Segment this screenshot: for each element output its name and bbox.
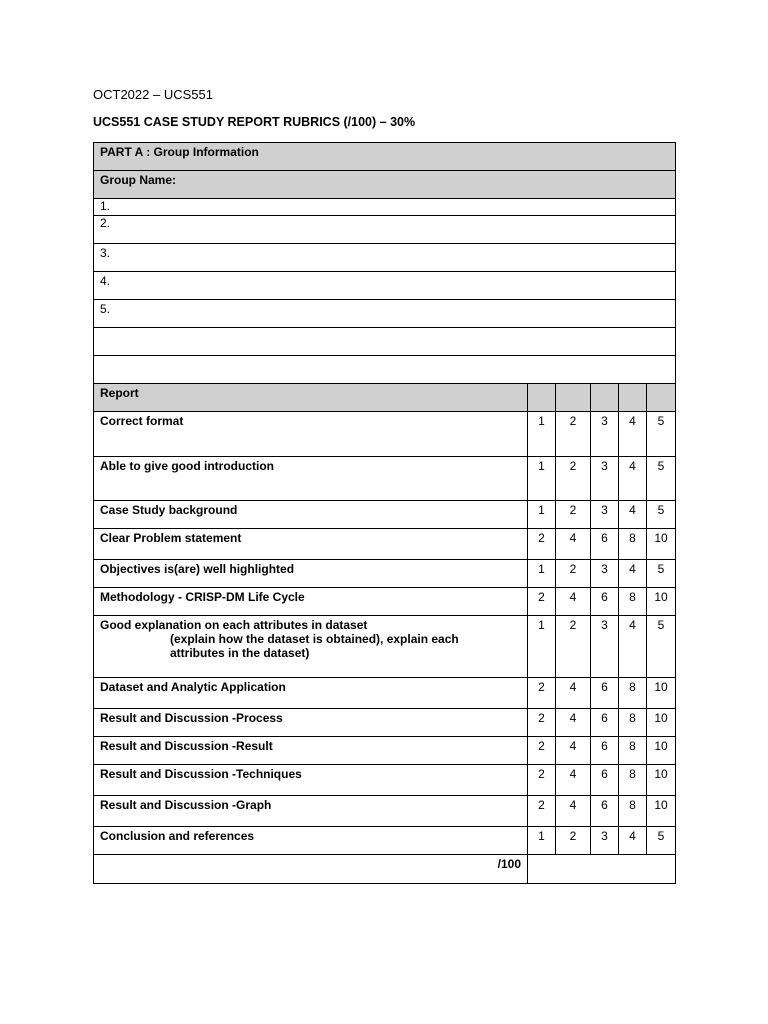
score-option[interactable]: 1 [528, 827, 556, 855]
score-option[interactable]: 4 [619, 412, 647, 457]
criterion-label: Result and Discussion -Process [94, 709, 528, 737]
member-field[interactable]: 3. [94, 244, 676, 272]
member-row [94, 244, 676, 272]
score-option[interactable]: 10 [647, 737, 676, 765]
score-option[interactable]: 2 [556, 560, 591, 588]
score-header-cell [619, 384, 647, 412]
criterion-label: Result and Discussion -Result [94, 737, 528, 765]
score-option[interactable]: 4 [619, 501, 647, 529]
score-option[interactable]: 10 [647, 796, 676, 827]
criterion-row [94, 588, 676, 616]
criterion-label: Correct format [94, 412, 528, 457]
member-field[interactable]: 2. [94, 216, 676, 244]
score-option[interactable]: 3 [591, 412, 619, 457]
score-option[interactable]: 4 [556, 765, 591, 796]
criterion-label: Result and Discussion -Graph [94, 796, 528, 827]
criterion-label [94, 616, 528, 678]
criterion-row [94, 616, 676, 678]
score-option[interactable]: 10 [647, 529, 676, 560]
member-field[interactable]: 4. [94, 272, 676, 300]
criterion-label-detail: (explain how the dataset is obtained), explain each [170, 632, 459, 646]
score-header-cell [556, 384, 591, 412]
score-option[interactable]: 2 [528, 709, 556, 737]
score-option[interactable]: 5 [647, 501, 676, 529]
score-option[interactable]: 5 [647, 827, 676, 855]
document-code: OCT2022 – UCS551 [93, 87, 213, 102]
member-row [94, 300, 676, 328]
score-option[interactable]: 10 [647, 678, 676, 709]
score-option[interactable]: 4 [556, 737, 591, 765]
score-option[interactable]: 6 [591, 588, 619, 616]
score-option[interactable]: 4 [556, 709, 591, 737]
score-option[interactable]: 6 [591, 709, 619, 737]
group-name-label: Group Name: [94, 171, 676, 199]
score-option[interactable]: 5 [647, 616, 676, 678]
score-option[interactable]: 4 [556, 529, 591, 560]
score-option[interactable]: 8 [619, 796, 647, 827]
member-field[interactable] [94, 328, 676, 356]
score-option[interactable]: 8 [619, 737, 647, 765]
score-option[interactable]: 6 [591, 765, 619, 796]
criterion-row [94, 457, 676, 501]
member-row [94, 272, 676, 300]
score-option[interactable]: 2 [556, 827, 591, 855]
score-option[interactable]: 4 [556, 588, 591, 616]
member-field[interactable] [94, 356, 676, 384]
total-score-field[interactable] [528, 855, 676, 884]
score-option[interactable]: 3 [591, 827, 619, 855]
criterion-label-detail: attributes in the dataset) [170, 646, 310, 660]
score-option[interactable]: 1 [528, 412, 556, 457]
member-field[interactable]: 5. [94, 300, 676, 328]
score-option[interactable]: 6 [591, 737, 619, 765]
criterion-label: Conclusion and references [94, 827, 528, 855]
score-option[interactable]: 2 [556, 501, 591, 529]
criterion-row [94, 796, 676, 827]
score-option[interactable]: 10 [647, 588, 676, 616]
score-option[interactable]: 6 [591, 796, 619, 827]
document-title: UCS551 CASE STUDY REPORT RUBRICS (/100) – 30% [93, 115, 416, 129]
score-option[interactable]: 1 [528, 616, 556, 678]
criterion-row [94, 737, 676, 765]
score-option[interactable]: 4 [556, 796, 591, 827]
criterion-row [94, 827, 676, 855]
total-label: /100 [94, 855, 528, 884]
criterion-row [94, 765, 676, 796]
score-option[interactable]: 6 [591, 529, 619, 560]
score-option[interactable]: 4 [619, 457, 647, 501]
group-name-row [94, 171, 676, 199]
member-row [94, 216, 676, 244]
score-option[interactable]: 10 [647, 709, 676, 737]
score-option[interactable]: 2 [528, 737, 556, 765]
score-option[interactable]: 8 [619, 765, 647, 796]
criterion-label-main: Good explanation on each attributes in dataset [100, 618, 368, 632]
score-option[interactable]: 4 [619, 560, 647, 588]
criterion-row [94, 529, 676, 560]
criterion-row [94, 560, 676, 588]
score-option[interactable]: 2 [528, 796, 556, 827]
score-option[interactable]: 2 [528, 765, 556, 796]
criterion-label: Result and Discussion -Techniques [94, 765, 528, 796]
score-header-cell [528, 384, 556, 412]
score-option[interactable]: 2 [556, 616, 591, 678]
part-a-title: PART A : Group Information [94, 143, 676, 171]
score-option[interactable]: 3 [591, 560, 619, 588]
score-option[interactable]: 3 [591, 501, 619, 529]
score-option[interactable]: 10 [647, 765, 676, 796]
criterion-label: Objectives is(are) well highlighted [94, 560, 528, 588]
member-row [94, 328, 676, 356]
part-a-header-row [94, 143, 676, 171]
report-title: Report [94, 384, 528, 412]
member-field[interactable]: 1. [94, 199, 676, 216]
score-option[interactable]: 5 [647, 560, 676, 588]
score-option[interactable]: 4 [619, 827, 647, 855]
score-header-cell [647, 384, 676, 412]
criterion-label: Case Study background [94, 501, 528, 529]
criterion-row [94, 678, 676, 709]
report-header-row [94, 384, 676, 412]
score-header-cell [591, 384, 619, 412]
score-option[interactable]: 8 [619, 678, 647, 709]
score-option[interactable]: 1 [528, 560, 556, 588]
score-option[interactable]: 8 [619, 588, 647, 616]
score-option[interactable]: 1 [528, 501, 556, 529]
score-option[interactable]: 5 [647, 457, 676, 501]
score-option[interactable]: 3 [591, 457, 619, 501]
score-option[interactable]: 4 [556, 678, 591, 709]
member-row [94, 356, 676, 384]
rubric-table [93, 142, 676, 884]
criterion-label: Able to give good introduction [94, 457, 528, 501]
criterion-label: Methodology - CRISP-DM Life Cycle [94, 588, 528, 616]
score-option[interactable]: 3 [591, 616, 619, 678]
score-option[interactable]: 8 [619, 709, 647, 737]
score-option[interactable]: 2 [528, 529, 556, 560]
criterion-label: Clear Problem statement [94, 529, 528, 560]
criterion-row [94, 501, 676, 529]
member-row [94, 199, 676, 216]
score-option[interactable]: 2 [556, 412, 591, 457]
score-option[interactable]: 2 [528, 588, 556, 616]
score-option[interactable]: 6 [591, 678, 619, 709]
criterion-row [94, 412, 676, 457]
score-option[interactable]: 4 [619, 616, 647, 678]
total-row [94, 855, 676, 884]
score-option[interactable]: 8 [619, 529, 647, 560]
criterion-row [94, 709, 676, 737]
score-option[interactable]: 2 [528, 678, 556, 709]
score-option[interactable]: 2 [556, 457, 591, 501]
score-option[interactable]: 1 [528, 457, 556, 501]
criterion-label: Dataset and Analytic Application [94, 678, 528, 709]
score-option[interactable]: 5 [647, 412, 676, 457]
